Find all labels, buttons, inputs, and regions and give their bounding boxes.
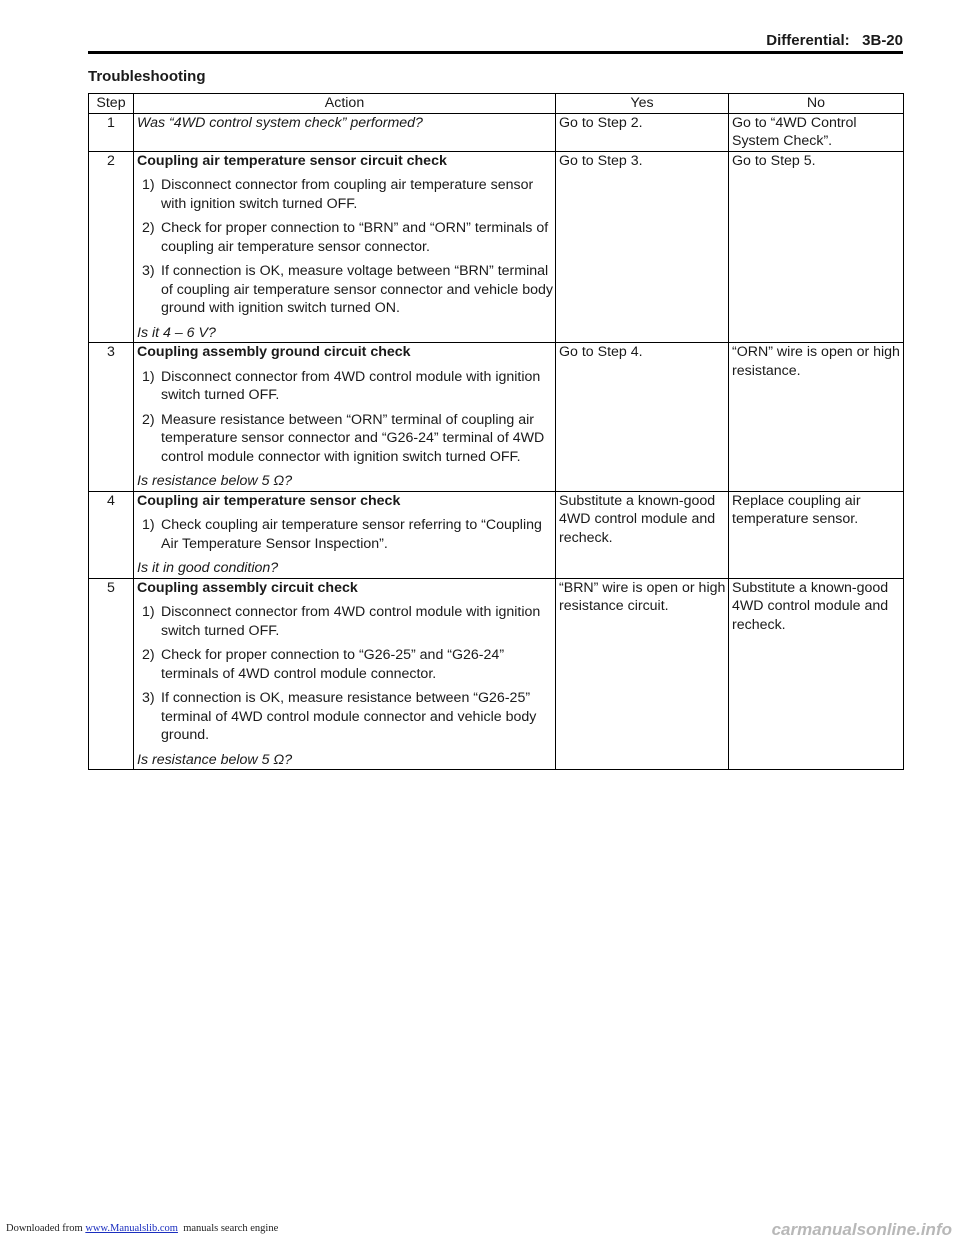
yes-cell: Substitute a known-good 4WD control module and recheck. — [556, 491, 729, 578]
action-title: Coupling assembly ground circuit check — [137, 344, 411, 360]
action-item — [137, 516, 553, 553]
action-item-number: 1) — [142, 604, 155, 620]
no-cell: Go to “4WD Control System Check”. — [729, 113, 904, 151]
action-item-number: 1) — [142, 177, 155, 193]
action-item-text: Disconnect connector from 4WD control module with ignition switch turned OFF. — [161, 604, 541, 639]
yes-cell: Go to Step 3. — [556, 151, 729, 343]
header-rule — [88, 51, 903, 54]
step-number: 3 — [89, 343, 134, 492]
action-item — [137, 411, 553, 467]
action-cell — [134, 578, 556, 770]
action-item — [137, 689, 553, 745]
table-row — [89, 151, 904, 343]
section-title: Troubleshooting — [88, 68, 206, 85]
action-cell — [134, 113, 556, 151]
col-header-yes: Yes — [556, 94, 729, 114]
watermark: carmanualsonline.info — [771, 1220, 952, 1239]
action-title: Coupling air temperature sensor circuit check — [137, 152, 447, 169]
step-number: 1 — [89, 113, 134, 151]
action-question: Is resistance below 5 Ω? — [137, 751, 293, 768]
no-cell: Substitute a known-good 4WD control module and recheck. — [729, 578, 904, 770]
action-question: Is resistance below 5 Ω? — [137, 473, 293, 489]
action-question: Was “4WD control system check” performed? — [137, 114, 423, 131]
action-item-text: Disconnect connector from 4WD control module with ignition switch turned OFF. — [161, 368, 541, 403]
action-item-text: Measure resistance between “ORN” terminal of coupling air temperature sensor connector and “G26-24” terminal of 4WD control module connector with ignition switch turned OFF. — [161, 411, 545, 465]
action-cell — [134, 343, 556, 492]
action-title: Coupling assembly circuit check — [137, 579, 358, 596]
action-item — [137, 219, 553, 256]
page-header — [88, 32, 903, 50]
yes-cell: “BRN” wire is open or high resistance circuit. — [556, 578, 729, 770]
action-item-text: Check for proper connection to “BRN” and “ORN” terminals of coupling air temperature sensor connector. — [161, 220, 549, 255]
action-cell — [134, 151, 556, 343]
table-header-row — [89, 94, 904, 114]
action-item-text: Check for proper connection to “G26-25” and “G26-24” terminals of 4WD control module connector. — [161, 647, 505, 682]
action-item-number: 3) — [142, 690, 155, 706]
action-item-number: 1) — [142, 368, 155, 385]
action-item-text: Disconnect connector from coupling air temperature sensor with ignition switch turned OFF. — [161, 177, 534, 212]
action-item — [137, 646, 553, 683]
action-question: Is it 4 – 6 V? — [137, 324, 216, 341]
action-item-number: 2) — [142, 411, 155, 428]
action-item-number: 1) — [142, 517, 155, 533]
yes-cell: Go to Step 2. — [556, 113, 729, 151]
action-item — [137, 603, 553, 640]
step-number: 4 — [89, 491, 134, 578]
action-item — [137, 262, 553, 318]
table-row — [89, 113, 904, 151]
table-row — [89, 343, 904, 492]
table-row — [89, 491, 904, 578]
action-cell — [134, 491, 556, 578]
footer-prefix: Downloaded from — [6, 1223, 86, 1234]
header-title: Differential: 3B-20 — [766, 32, 903, 49]
action-item — [137, 368, 553, 405]
download-footer — [6, 1223, 278, 1234]
action-title: Coupling air temperature sensor check — [137, 492, 401, 509]
col-header-no: No — [729, 94, 904, 114]
action-item-text: Check coupling air temperature sensor referring to “Coupling Air Temperature Sensor Inspection”. — [161, 517, 542, 552]
troubleshooting-table — [88, 93, 904, 770]
action-question: Is it in good condition? — [137, 560, 279, 576]
action-item-number: 2) — [142, 220, 155, 236]
action-item-number: 3) — [142, 263, 155, 279]
action-item-text: If connection is OK, measure resistance between “G26-25” terminal of 4WD control module connector and vehicle body ground. — [161, 690, 537, 743]
table-row — [89, 578, 904, 770]
col-header-action: Action — [134, 94, 556, 114]
no-cell: Go to Step 5. — [729, 151, 904, 343]
action-item-number: 2) — [142, 647, 155, 663]
step-number: 2 — [89, 151, 134, 343]
no-cell: Replace coupling air temperature sensor. — [729, 491, 904, 578]
action-item-text: If connection is OK, measure voltage between “BRN” terminal of coupling air temperature sensor connector and vehicle body ground with ignition switch turned ON. — [161, 263, 553, 316]
manualslib-link[interactable]: www.Manualslib.com — [85, 1223, 178, 1234]
yes-cell: Go to Step 4. — [556, 343, 729, 492]
step-number: 5 — [89, 578, 134, 770]
action-item — [137, 176, 553, 213]
no-cell: “ORN” wire is open or high resistance. — [729, 343, 904, 492]
col-header-step: Step — [89, 94, 134, 114]
footer-suffix: manuals search engine — [177, 1223, 279, 1234]
